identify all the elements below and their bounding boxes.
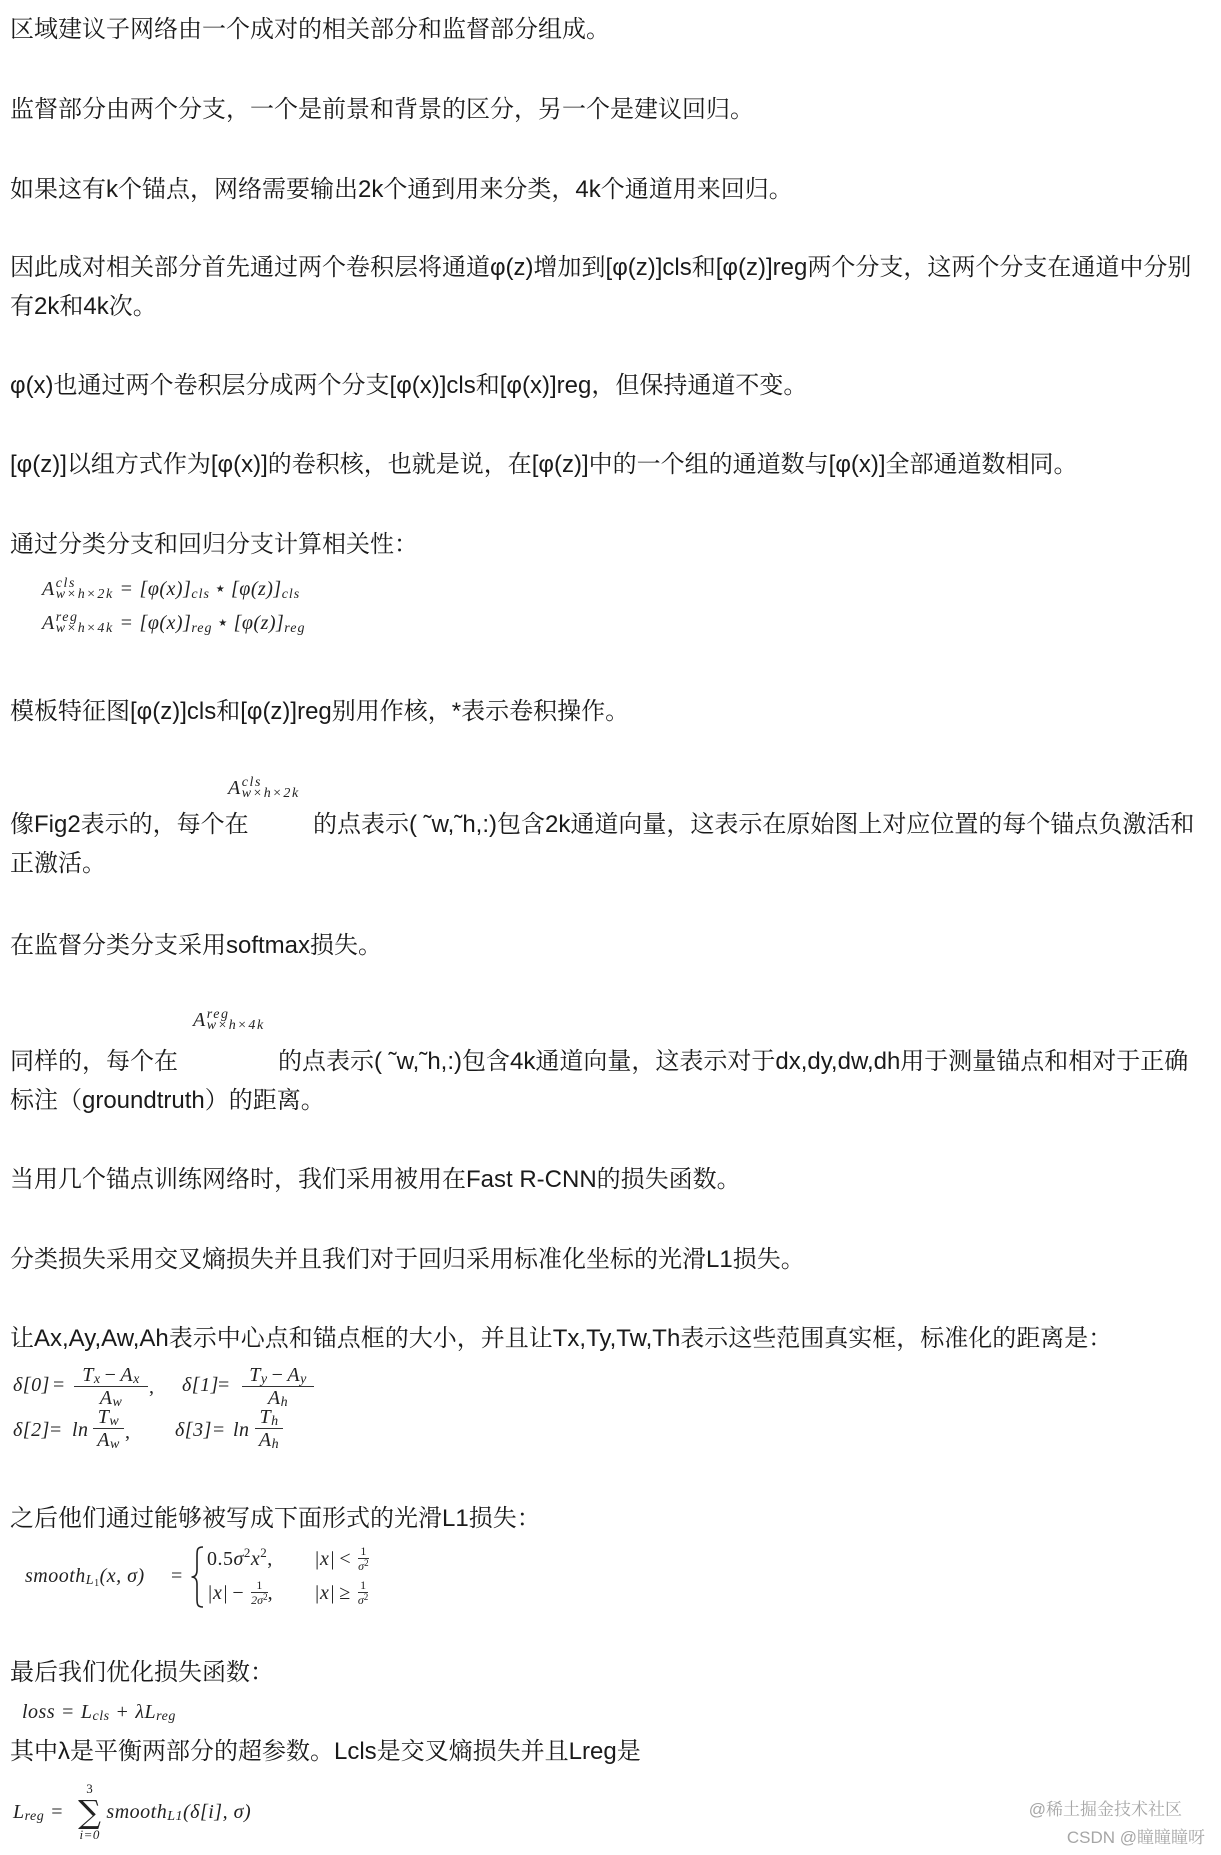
case-1-condition — [314, 1544, 369, 1574]
equals-sign: = — [53, 1374, 65, 1396]
paragraph-lambda-hyperparam: 其中λ是平衡两部分的超参数。Lcls是交叉熵损失并且Lreg是 — [10, 1738, 641, 1765]
paragraph-optimize-loss: 最后我们优化损失函数： — [10, 1659, 274, 1686]
math-term: [φ(x)] — [139, 578, 192, 600]
abs-value: |x| — [314, 1548, 336, 1570]
math-sup-sub — [56, 578, 114, 600]
fraction-numerator — [259, 1406, 278, 1428]
coefficient: 0.5 — [207, 1548, 234, 1570]
paragraph-cls-points-line2: 正激活。 — [10, 850, 106, 877]
math-subscript: w — [109, 1414, 120, 1429]
case-2-expression — [207, 1578, 273, 1608]
function-name: smooth — [25, 1565, 86, 1587]
plus-sign: + — [116, 1701, 129, 1723]
watermark-csdn: CSDN @瞳瞳瞳呀 — [1066, 1828, 1205, 1847]
equals-sign: = — [218, 1374, 230, 1396]
math-subscript: cls — [281, 587, 301, 602]
paragraph-anchor-channels: 如果这有k个锚点，网络需要输出2k个通到用来分类，4k个通道用来回归。 — [10, 176, 793, 203]
text-before-formula: 同样的，每个在 — [10, 1048, 178, 1075]
delta-1-lhs: δ[1] — [182, 1374, 219, 1396]
math-base: A — [42, 578, 55, 600]
fraction — [93, 1406, 124, 1451]
math-subscript: h — [280, 1395, 289, 1410]
math-var: A — [267, 1387, 281, 1409]
math-subscript: L1 — [167, 1809, 183, 1824]
math-sup-sub — [242, 777, 300, 799]
math-subscript: w — [109, 1437, 120, 1452]
equals-sign: = — [50, 1419, 62, 1441]
inline-formula-a-reg — [193, 1005, 265, 1035]
text-after-formula: 的点表示( ˜w,˜h,:)包含4k通道向量，这表示对于dx,dy,dw,dh用于测量锚点和相对于正确 — [278, 1048, 1189, 1075]
fraction-numerator: 1 — [256, 1578, 263, 1592]
text-before-formula: 像Fig2表示的，每个在 — [10, 811, 249, 838]
math-var: σ — [357, 1593, 364, 1607]
small-fraction — [358, 1579, 368, 1607]
lambda: λ — [135, 1701, 145, 1723]
math-subscript: x — [93, 1372, 101, 1387]
math-var: L — [13, 1801, 25, 1823]
math-subscript: x — [133, 1372, 140, 1387]
math-subscript: w×h×2k — [55, 587, 114, 602]
formula-correlation-reg — [42, 608, 305, 638]
minus-sign: − — [271, 1364, 284, 1386]
math-superscript: 2 — [363, 1592, 369, 1602]
case-2-condition — [314, 1578, 368, 1608]
math-var: A — [258, 1429, 272, 1451]
less-than: < — [339, 1548, 352, 1570]
paragraph-pairwise-conv-line1: 因此成对相关部分首先通过两个卷积层将通道φ(z)增加到[φ(z)]cls和[φ(z)]reg两个分支，这两个分支在通道中分别 — [10, 254, 1192, 281]
text-after-formula: 的点表示( ˜w,˜h,:)包含2k通道向量，这表示在原始图上对应位置的每个锚点负激活和 — [313, 811, 1195, 838]
minus-sign: − — [104, 1364, 117, 1386]
paragraph-cls-points-line1 — [10, 805, 1194, 845]
math-var: L — [80, 1701, 93, 1723]
math-superscript: cls — [241, 775, 263, 790]
abs-value: |x| — [207, 1582, 229, 1604]
case-1-expression — [207, 1544, 273, 1574]
convolution-star: ⋆ — [216, 612, 230, 634]
paragraph-reg-points-line2: 标注（groundtruth）的距离。 — [10, 1087, 325, 1114]
math-var: T — [259, 1406, 272, 1428]
math-subscript: reg — [156, 1709, 176, 1724]
fraction-denominator — [259, 1429, 279, 1451]
math-var: σ — [233, 1548, 244, 1570]
comma: , — [149, 1376, 155, 1398]
paragraph-pairwise-conv-line2: 有2k和4k次。 — [10, 293, 157, 320]
math-var: σ — [358, 1559, 365, 1573]
math-subscript: L — [85, 1573, 95, 1588]
math-var: A — [287, 1364, 301, 1386]
fraction-numerator — [82, 1364, 140, 1386]
math-base: A — [42, 612, 55, 634]
math-subscript: cls — [92, 1709, 110, 1724]
fraction-numerator — [249, 1364, 307, 1386]
math-subscript: reg — [284, 621, 306, 636]
formula-l-reg — [13, 1782, 251, 1842]
comma: , — [267, 1582, 274, 1604]
math-var: T — [249, 1364, 261, 1386]
math-superscript: reg — [206, 1007, 230, 1022]
inline-formula-a-cls — [228, 773, 300, 803]
math-sup-sub — [207, 1009, 265, 1031]
minus-sign: − — [232, 1582, 245, 1604]
equals-sign: = — [213, 1419, 225, 1441]
delta-3-lhs: δ[3] — [175, 1419, 212, 1441]
equals-sign: = — [51, 1801, 64, 1823]
math-var: x — [250, 1548, 261, 1570]
sum-lower-limit: i=0 — [79, 1827, 100, 1842]
function-args: (x, σ) — [99, 1565, 145, 1587]
small-fraction — [358, 1545, 368, 1573]
math-subscript: y — [300, 1372, 307, 1387]
math-sup-sub — [56, 612, 114, 634]
fraction-denominator — [251, 1594, 267, 1607]
paragraph-smooth-l1-intro: 之后他们通过能够被写成下面形式的光滑L1损失： — [10, 1505, 541, 1532]
math-term: [φ(z)] — [230, 578, 282, 600]
math-superscript: 2 — [260, 1544, 268, 1560]
math-sub-subscript: 1 — [94, 1578, 100, 1589]
fraction — [242, 1364, 314, 1409]
math-superscript: 2 — [243, 1544, 251, 1560]
paragraph-fast-rcnn-loss: 当用几个锚点训练网络时，我们采用被用在Fast R-CNN的损失函数。 — [10, 1166, 741, 1193]
cases-brace-icon — [190, 1546, 205, 1608]
math-var: loss — [22, 1701, 56, 1723]
fraction-numerator: 1 — [360, 1578, 367, 1592]
delta-2-lhs: δ[2] — [13, 1419, 50, 1441]
equals-sign: = — [120, 578, 133, 600]
equals-sign: = — [62, 1701, 74, 1723]
equals-sign: = — [120, 612, 133, 634]
function-name: smooth — [106, 1801, 168, 1823]
delta-0-lhs: δ[0] — [13, 1374, 50, 1396]
paragraph-correlation-intro: 通过分类分支和回归分支计算相关性： — [10, 531, 418, 558]
math-subscript: w — [112, 1395, 123, 1410]
math-var: L — [144, 1701, 157, 1723]
math-superscript: reg — [55, 610, 79, 625]
fraction-numerator: 1 — [360, 1544, 367, 1558]
math-subscript: h — [271, 1437, 280, 1452]
math-var: A — [97, 1429, 110, 1451]
paragraph-template-kernels: 模板特征图[φ(z)]cls和[φ(z)]reg别用作核，*表示卷积操作。 — [10, 698, 630, 725]
math-subscript: h — [271, 1414, 279, 1429]
paragraph-normalized-distance: 让Ax,Ay,Aw,Ah表示中心点和锚点框的大小，并且让Tx,Ty,Tw,Th表示这些范围真实框，标准化的距离是： — [10, 1325, 1113, 1352]
math-var: A — [120, 1364, 134, 1386]
formula-correlation-cls — [42, 574, 300, 604]
comma: , — [267, 1548, 273, 1570]
paragraph-softmax-loss: 在监督分类分支采用softmax损失。 — [10, 932, 383, 959]
fraction — [255, 1406, 283, 1451]
math-base: A — [193, 1009, 206, 1031]
equals-sign: = — [171, 1565, 183, 1587]
small-fraction — [251, 1579, 267, 1607]
fraction-denominator — [97, 1429, 120, 1451]
ln-function: ln — [233, 1419, 250, 1441]
summation-symbol: ∑ — [78, 1793, 102, 1831]
math-subscript: w×h×4k — [206, 1018, 265, 1033]
paragraph-reg-points-line1 — [10, 1042, 1188, 1082]
math-subscript: reg — [24, 1809, 45, 1824]
fraction-numerator — [98, 1406, 119, 1428]
math-superscript: cls — [55, 576, 77, 591]
math-subscript: w×h×4k — [55, 621, 114, 636]
math-base: A — [228, 777, 241, 799]
math-var: T — [97, 1406, 110, 1428]
math-superscript: 2 — [263, 1592, 268, 1602]
paragraph-phi-x-branches: φ(x)也通过两个卷积层分成两个分支[φ(x)]cls和[φ(x)]reg，但保持通道不变。 — [10, 372, 808, 399]
comma: , — [125, 1421, 131, 1443]
smooth-l1-lhs — [25, 1561, 145, 1591]
convolution-star: ⋆ — [213, 578, 227, 600]
function-args: (δ[i], σ) — [183, 1801, 252, 1823]
formula-total-loss — [22, 1697, 176, 1727]
math-subscript: reg — [191, 621, 213, 636]
fraction — [74, 1364, 148, 1409]
watermark-juejin: @稀土掘金技术社区 — [1028, 1800, 1182, 1819]
math-term: [φ(z)] — [233, 612, 285, 634]
math-subscript: cls — [191, 587, 210, 602]
abs-value: |x| — [314, 1582, 336, 1604]
fraction-denominator — [358, 1560, 368, 1573]
math-subscript: y — [260, 1372, 268, 1387]
math-var: T — [82, 1364, 94, 1386]
math-superscript: 2 — [364, 1558, 369, 1568]
math-subscript: w×h×2k — [241, 786, 300, 801]
math-term: [φ(x)] — [139, 612, 192, 634]
summation — [78, 1782, 101, 1842]
paragraph-cross-entropy-smooth-l1: 分类损失采用交叉熵损失并且我们对于回归采用标准化坐标的光滑L1损失。 — [10, 1246, 805, 1273]
greater-equal: ≥ — [339, 1582, 351, 1604]
fraction-denominator — [358, 1594, 368, 1607]
paragraph-rpn-intro: 区域建议子网络由一个成对的相关部分和监督部分组成。 — [10, 16, 610, 43]
paragraph-supervision-branches: 监督部分由两个分支，一个是前景和背景的区分，另一个是建议回归。 — [10, 96, 754, 123]
math-var: 2σ — [251, 1593, 264, 1607]
paragraph-group-kernel: [φ(z)]以组方式作为[φ(x)]的卷积核，也就是说，在[φ(z)]中的一个组的通道数与[φ(x)]全部通道数相同。 — [10, 451, 1078, 478]
math-var: A — [99, 1387, 113, 1409]
ln-function: ln — [72, 1419, 89, 1441]
sum-upper-limit: 3 — [86, 1781, 94, 1796]
